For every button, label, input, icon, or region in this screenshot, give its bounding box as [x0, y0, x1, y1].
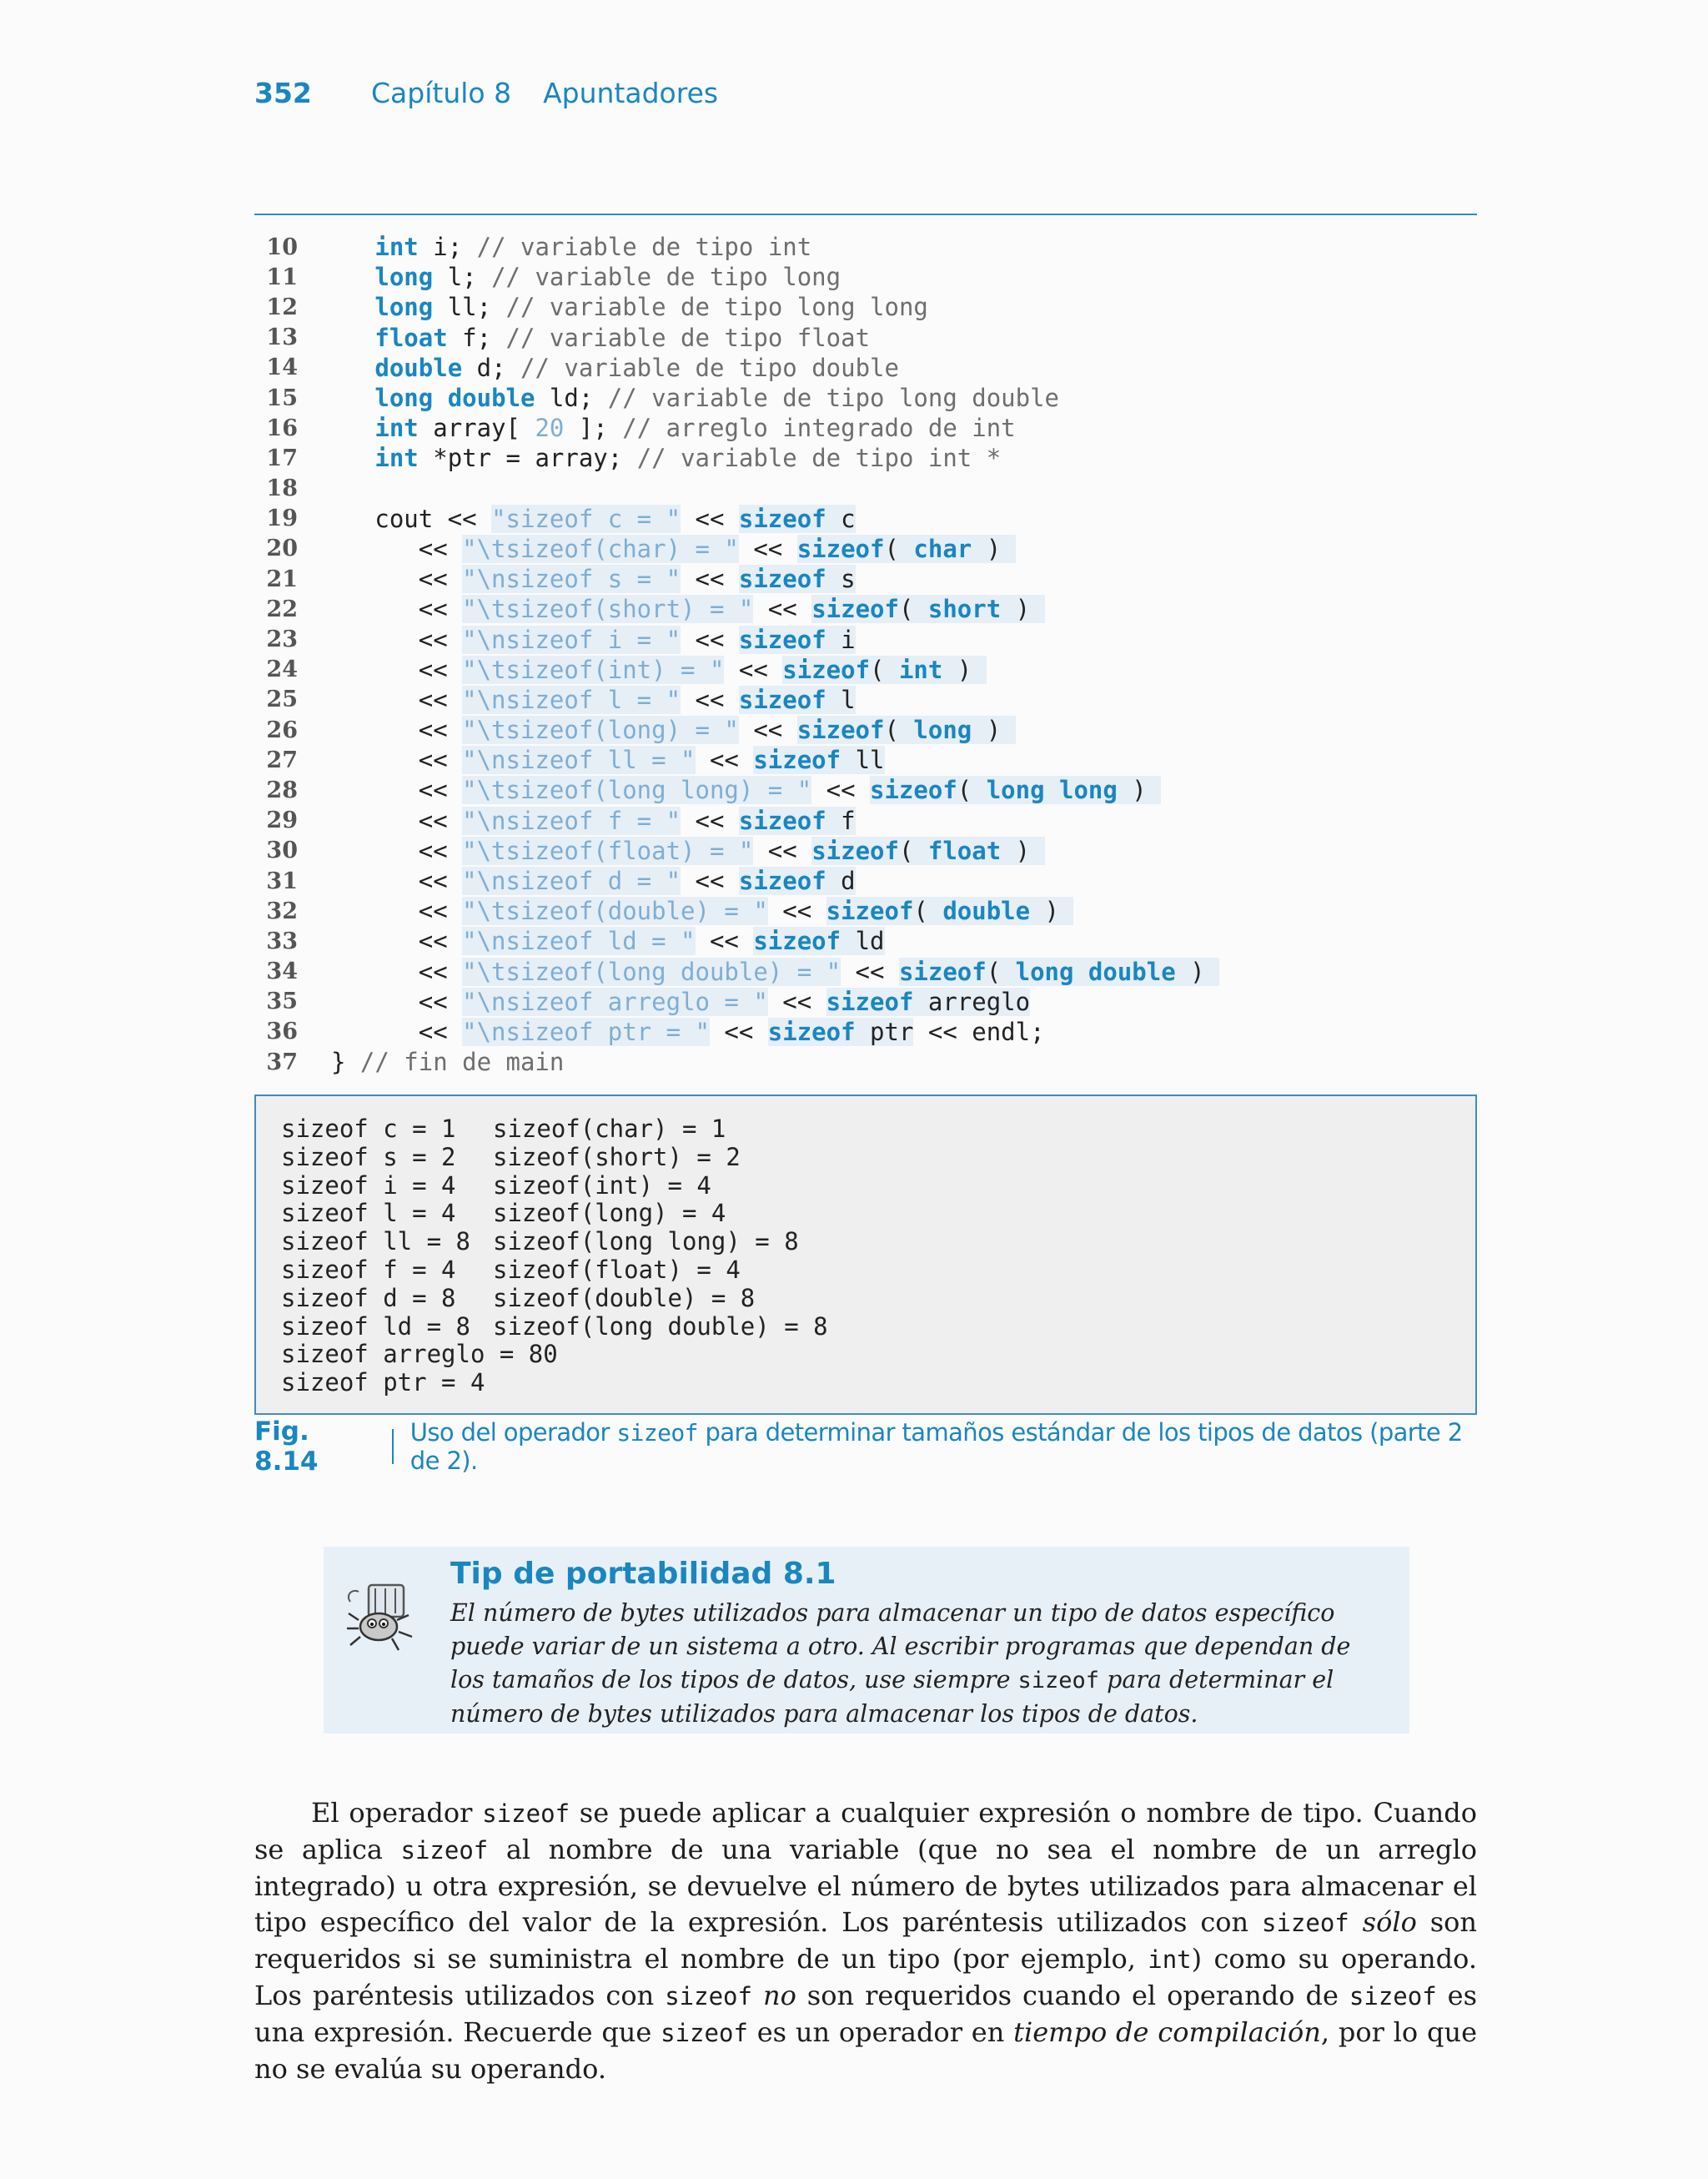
code-token: << [331, 927, 463, 956]
code-listing [254, 232, 1477, 1077]
code-token: << [331, 897, 463, 926]
output-line [281, 1115, 726, 1143]
line-number: 27 [266, 747, 298, 773]
output-line [281, 1227, 799, 1256]
inline-code: int [1148, 1945, 1192, 1974]
code-line [254, 262, 1477, 292]
code-token: sizeof [826, 987, 914, 1016]
code-token: "\tsizeof(char) = " [462, 534, 739, 563]
output-line [281, 1368, 485, 1396]
paragraph-text: no [762, 1980, 796, 2011]
code-text [331, 686, 856, 714]
code-token: // variable de tipo int * [636, 444, 1002, 473]
code-text [331, 505, 856, 533]
code-token: "\tsizeof(long double) = " [462, 957, 841, 986]
code-token [331, 384, 374, 412]
paragraph-text: al nombre de una variable (que no sea el nombre de un arreglo integrado) u otra expresión, se devuelve el número de bytes utilizados para almacenar el tipo específico del valor de la expresión. Los paréntesis utilizados con [254, 1834, 1478, 1938]
line-number: 16 [266, 415, 298, 441]
code-line [254, 866, 1477, 896]
code-token: << [681, 806, 739, 835]
code-token: << [681, 565, 739, 594]
code-token: ]; [564, 414, 623, 443]
code-text [331, 324, 870, 352]
code-token: sizeof [738, 867, 826, 896]
line-number: 20 [266, 536, 298, 562]
tip-title: Tip de portabilidad 8.1 [450, 1557, 836, 1591]
code-text [331, 1048, 564, 1076]
output-col-1: sizeof d = 8 [281, 1283, 456, 1312]
code-token: << [738, 534, 797, 563]
code-token: ) [972, 716, 1016, 745]
code-line [254, 775, 1477, 805]
code-text [331, 867, 856, 895]
code-token: ( [884, 716, 914, 745]
code-text [331, 626, 856, 654]
code-line [254, 957, 1477, 987]
code-token: // fin de main [359, 1048, 565, 1077]
code-token: } [331, 1048, 360, 1077]
code-token: "\nsizeof s = " [462, 565, 681, 594]
code-token: << [709, 1017, 768, 1046]
code-token: sizeof [738, 565, 826, 594]
code-text [331, 807, 856, 835]
running-header [254, 77, 718, 118]
code-token: ) [1001, 836, 1045, 865]
code-token: sizeof [738, 504, 826, 533]
code-token: ) [1030, 897, 1074, 926]
code-token: long [374, 293, 434, 322]
code-line [254, 232, 1477, 262]
code-token: sizeof [753, 927, 841, 956]
line-number: 28 [266, 777, 298, 803]
code-token: "\tsizeof(short) = " [462, 595, 754, 624]
code-line [254, 323, 1477, 353]
code-token: f [826, 806, 856, 835]
line-number: 10 [266, 234, 298, 260]
output-col-1: sizeof s = 2 [281, 1142, 456, 1171]
code-line [254, 655, 1477, 685]
code-token: "\tsizeof(float) = " [462, 836, 754, 865]
code-token: "\tsizeof(long) = " [462, 716, 739, 745]
code-token: "\nsizeof l = " [462, 685, 681, 714]
code-token: i [826, 625, 856, 654]
caption-text [410, 1418, 1477, 1475]
line-number: 25 [266, 687, 298, 713]
output-col-1: sizeof l = 4 [281, 1199, 456, 1228]
code-token: << [811, 776, 871, 805]
code-token: ( [898, 836, 928, 865]
code-token: sizeof [870, 776, 957, 805]
code-token: << [331, 957, 463, 986]
output-col-2: sizeof(int) = 4 [493, 1170, 711, 1200]
paragraph-text: ) como su operando. Los paréntesis utilizados con [254, 1943, 1478, 2011]
code-token: sizeof [738, 625, 826, 654]
line-number: 15 [266, 385, 298, 411]
code-token: f; [447, 323, 506, 352]
code-token: long [374, 263, 434, 292]
code-token [331, 444, 374, 472]
code-text [331, 1018, 1045, 1046]
code-token: long long [986, 776, 1118, 805]
code-token [331, 324, 374, 352]
code-token: sizeof [796, 716, 885, 745]
code-token: long double [374, 384, 535, 413]
line-number: 30 [266, 838, 298, 864]
code-token: int [374, 444, 419, 473]
code-token: double [374, 353, 463, 382]
code-text [331, 414, 1016, 442]
inline-code: sizeof [665, 1982, 752, 2010]
code-token: // variable de tipo long [491, 263, 841, 292]
code-line [254, 474, 1477, 504]
code-token: ll [841, 746, 885, 775]
code-token: sizeof [826, 897, 914, 926]
code-token: << [753, 595, 812, 624]
code-line [254, 564, 1477, 594]
code-token: << endl; [913, 1017, 1045, 1046]
code-token: *ptr = array; [418, 444, 637, 473]
line-number: 36 [266, 1019, 298, 1045]
line-number: 14 [266, 355, 298, 381]
code-token: ld; [535, 384, 608, 413]
code-token: sizeof [811, 836, 899, 865]
code-token: << [681, 625, 739, 654]
code-token: << [841, 957, 899, 986]
code-token: int [374, 233, 419, 262]
code-text [331, 293, 928, 321]
line-number: 26 [266, 717, 298, 743]
output-col-2: sizeof(long long) = 8 [493, 1227, 799, 1256]
paragraph-text: sólo [1362, 1906, 1417, 1938]
code-token: << [331, 595, 463, 624]
code-line [254, 534, 1477, 564]
code-token: << [331, 836, 463, 865]
line-number: 18 [266, 476, 298, 502]
code-text [331, 384, 1059, 412]
code-token: "\nsizeof ptr = " [462, 1017, 710, 1046]
output-line [281, 1283, 756, 1312]
line-number: 17 [266, 445, 298, 471]
code-token: << [331, 716, 463, 745]
code-token: ( [884, 534, 914, 563]
code-token: l; [433, 263, 492, 292]
code-token: ) [942, 655, 987, 684]
code-token: << [753, 836, 812, 865]
figure-label: Fig. 8.14 [254, 1417, 319, 1477]
output-col-2: sizeof(float) = 4 [493, 1256, 741, 1284]
paragraph-text: , por lo que no se evalúa su operando. [254, 2016, 1477, 2085]
code-token: << [681, 867, 739, 896]
code-token: ) [1117, 776, 1162, 805]
code-line [254, 504, 1477, 534]
code-token: "\tsizeof(long long) = " [462, 776, 812, 805]
code-token: ll; [433, 293, 506, 322]
figure-caption [254, 1417, 1477, 1477]
code-token: "\nsizeof d = " [462, 867, 681, 896]
code-token: << [767, 987, 826, 1016]
code-text [331, 595, 1045, 623]
code-line [254, 443, 1477, 473]
code-token: "\nsizeof f = " [462, 806, 681, 835]
code-token: << [724, 655, 783, 684]
code-text [331, 656, 987, 684]
paragraph-text [752, 1980, 763, 2011]
inline-code: sizeof [1262, 1909, 1349, 1937]
code-token: i; [418, 233, 477, 262]
output-line [281, 1340, 558, 1368]
inline-code: sizeof [482, 1799, 570, 1828]
code-token [331, 263, 374, 291]
code-token: sizeof [898, 957, 987, 986]
code-token: ) [972, 534, 1016, 563]
output-line [281, 1170, 711, 1200]
code-token: // arreglo integrado de int [622, 414, 1016, 443]
code-line [254, 896, 1477, 926]
code-token: c [826, 504, 856, 533]
code-token: ld [841, 927, 885, 956]
code-token: // variable de tipo double [520, 353, 899, 382]
code-text [331, 776, 1161, 804]
code-token: char [913, 534, 972, 563]
paragraph-text: son requeridos si se suministra el nombre de un tipo (por ejemplo, [254, 1906, 1478, 1975]
line-number: 24 [266, 657, 298, 683]
code-line [254, 987, 1477, 1017]
code-text [331, 927, 885, 955]
paragraph-text: El operador [311, 1797, 483, 1829]
code-text [331, 716, 1016, 744]
caption-code: sizeof [616, 1419, 698, 1447]
code-line [254, 594, 1477, 624]
output-col-1: sizeof c = 1 [281, 1115, 456, 1143]
output-line [281, 1142, 741, 1171]
code-text [331, 958, 1219, 986]
code-token: // variable de tipo long double [607, 384, 1060, 413]
code-token: "\nsizeof i = " [462, 625, 681, 654]
caption-pre: Uso del operador [409, 1418, 617, 1447]
code-line [254, 292, 1477, 322]
line-number: 23 [266, 627, 298, 653]
line-number: 21 [266, 566, 298, 592]
line-number: 32 [266, 898, 298, 924]
code-line [254, 383, 1477, 413]
code-text [331, 354, 899, 382]
line-number: 29 [266, 808, 298, 834]
line-number: 19 [266, 506, 298, 532]
code-token: << [695, 927, 754, 956]
code-line [254, 806, 1477, 836]
output-col-2: sizeof(double) = 8 [493, 1283, 756, 1312]
body-paragraph [254, 1795, 1477, 2087]
output-line [281, 1256, 741, 1284]
output-col-2: sizeof(char) = 1 [493, 1115, 726, 1143]
code-token: << [331, 685, 463, 714]
code-token: << [331, 806, 463, 835]
output-line [281, 1311, 828, 1341]
tip-body-code: sizeof [1017, 1668, 1100, 1693]
output-col-1: sizeof arreglo = 80 [281, 1340, 558, 1369]
code-token: sizeof [753, 746, 841, 775]
line-number: 11 [266, 264, 298, 290]
code-line [254, 1047, 1477, 1077]
code-token: "sizeof c = " [491, 504, 681, 533]
inline-code: sizeof [400, 1836, 489, 1864]
code-token: ( [957, 776, 987, 805]
code-token: cout << [331, 504, 492, 533]
paragraph-text: es un operador en [747, 2016, 1014, 2048]
output-col-1: sizeof ptr = 4 [281, 1368, 485, 1397]
code-token [331, 354, 374, 382]
code-token: ( [870, 655, 899, 684]
code-text [331, 565, 856, 593]
line-number: 12 [266, 294, 298, 320]
code-token: ( [913, 897, 943, 926]
code-token: long double [1015, 957, 1176, 986]
code-text [331, 746, 885, 774]
tip-body-text-2: para determinar el número de bytes utilizados para almacenar los tipos de datos. [450, 1666, 1334, 1728]
output-line [281, 1199, 726, 1228]
portability-tip-box [324, 1547, 1409, 1734]
code-text [331, 535, 1016, 563]
code-line [254, 715, 1477, 745]
line-number: 22 [266, 596, 298, 622]
code-token: ) [1001, 595, 1045, 624]
code-line [254, 685, 1477, 715]
code-text [331, 988, 1030, 1016]
portability-bug-icon [344, 1577, 424, 1657]
code-token: sizeof [811, 595, 899, 624]
code-token: // variable de tipo long long [505, 293, 928, 322]
line-number: 37 [266, 1049, 298, 1075]
line-number: 31 [266, 868, 298, 894]
output-col-1: sizeof ld = 8 [281, 1311, 470, 1341]
code-token: sizeof [738, 685, 826, 714]
paragraph-text: tiempo de compilación [1013, 2016, 1321, 2048]
code-token: << [331, 625, 463, 654]
code-token: "\tsizeof(double) = " [462, 897, 768, 926]
chapter-label: Capítulo 8 [371, 77, 512, 109]
output-col-1: sizeof i = 4 [281, 1170, 456, 1200]
code-token [331, 414, 374, 442]
code-token: d; [462, 353, 520, 382]
output-col-2: sizeof(long double) = 8 [493, 1311, 828, 1341]
line-number: 35 [266, 989, 298, 1015]
code-token: int [374, 414, 419, 443]
inline-code: sizeof [661, 2019, 748, 2047]
code-token: << [331, 1017, 463, 1046]
code-text [331, 444, 1001, 472]
paragraph-text: se puede aplicar a cualquier expresión o nombre de tipo. Cuando se aplica [254, 1797, 1478, 1865]
paragraph-text: son requeridos cuando el operando de [796, 1980, 1349, 2011]
caption-post: para determinar tamaños estándar de los tipos de datos (parte 2 de 2). [409, 1418, 1463, 1475]
page-number: 352 [254, 77, 312, 109]
code-token: << [331, 776, 463, 805]
code-token: double [942, 897, 1031, 926]
code-token: array[ [418, 414, 535, 443]
code-text [331, 837, 1045, 865]
code-token [331, 293, 374, 321]
code-token: << [331, 655, 463, 684]
code-token: << [331, 867, 463, 896]
code-token: << [738, 716, 797, 745]
code-token: d [826, 867, 856, 896]
paragraph-text: es una expresión. Recuerde que [254, 1980, 1478, 2048]
code-token: 20 [535, 414, 565, 443]
code-line [254, 836, 1477, 866]
code-token: ptr [855, 1017, 914, 1046]
code-token: l [826, 685, 856, 714]
tip-body [450, 1597, 1384, 1731]
line-number: 34 [266, 959, 298, 985]
inline-code: sizeof [1349, 1982, 1437, 2010]
code-token: "\nsizeof arreglo = " [462, 987, 768, 1016]
output-col-2: sizeof(long) = 4 [493, 1199, 726, 1228]
code-token: ) [1175, 957, 1220, 986]
code-token [331, 233, 374, 261]
code-token: // variable de tipo int [476, 233, 812, 262]
code-token: ( [898, 595, 928, 624]
program-output-box [254, 1095, 1477, 1415]
code-token: "\nsizeof ld = " [462, 927, 696, 956]
line-number: 13 [266, 325, 298, 351]
code-line [254, 413, 1477, 443]
code-text [331, 233, 811, 261]
code-token: // variable de tipo float [505, 323, 871, 352]
paragraph-text [1349, 1906, 1363, 1938]
code-token: ( [986, 957, 1016, 986]
code-token: int [898, 655, 943, 684]
code-line [254, 1017, 1477, 1047]
code-token: s [826, 565, 856, 594]
code-token: float [374, 323, 448, 352]
code-token: << [681, 685, 739, 714]
code-token: << [331, 534, 463, 563]
code-text [331, 263, 841, 291]
code-token: sizeof [782, 655, 871, 684]
code-token: sizeof [796, 534, 885, 563]
code-token: short [927, 595, 1002, 624]
code-token: sizeof [767, 1017, 856, 1046]
code-token: << [331, 565, 463, 594]
tip-body-text-1: El número de bytes utilizados para almacenar un tipo de datos específico puede variar de un sistema a otro. Al escribir programas que dependan de los tamaños de los tipos de datos, use siempre [450, 1599, 1351, 1693]
code-line [254, 745, 1477, 775]
header-rule [254, 214, 1477, 215]
code-token: "\tsizeof(int) = " [462, 655, 725, 684]
caption-divider [392, 1429, 394, 1464]
code-token: << [331, 746, 463, 775]
code-line [254, 624, 1477, 654]
code-token: << [331, 987, 463, 1016]
code-token: << [767, 897, 826, 926]
code-token: "\nsizeof ll = " [462, 746, 696, 775]
code-token: long [913, 716, 972, 745]
line-number: 33 [266, 928, 298, 954]
code-line [254, 926, 1477, 956]
code-text [331, 897, 1073, 925]
code-token: << [695, 746, 754, 775]
output-col-2: sizeof(short) = 2 [493, 1142, 741, 1171]
code-token: sizeof [738, 806, 826, 835]
chapter-title: Apuntadores [543, 77, 719, 109]
output-col-1: sizeof ll = 8 [281, 1227, 470, 1256]
code-token: float [927, 836, 1002, 865]
code-token: << [681, 504, 739, 533]
output-col-1: sizeof f = 4 [281, 1256, 456, 1284]
code-token: arreglo [913, 987, 1031, 1016]
code-line [254, 353, 1477, 383]
